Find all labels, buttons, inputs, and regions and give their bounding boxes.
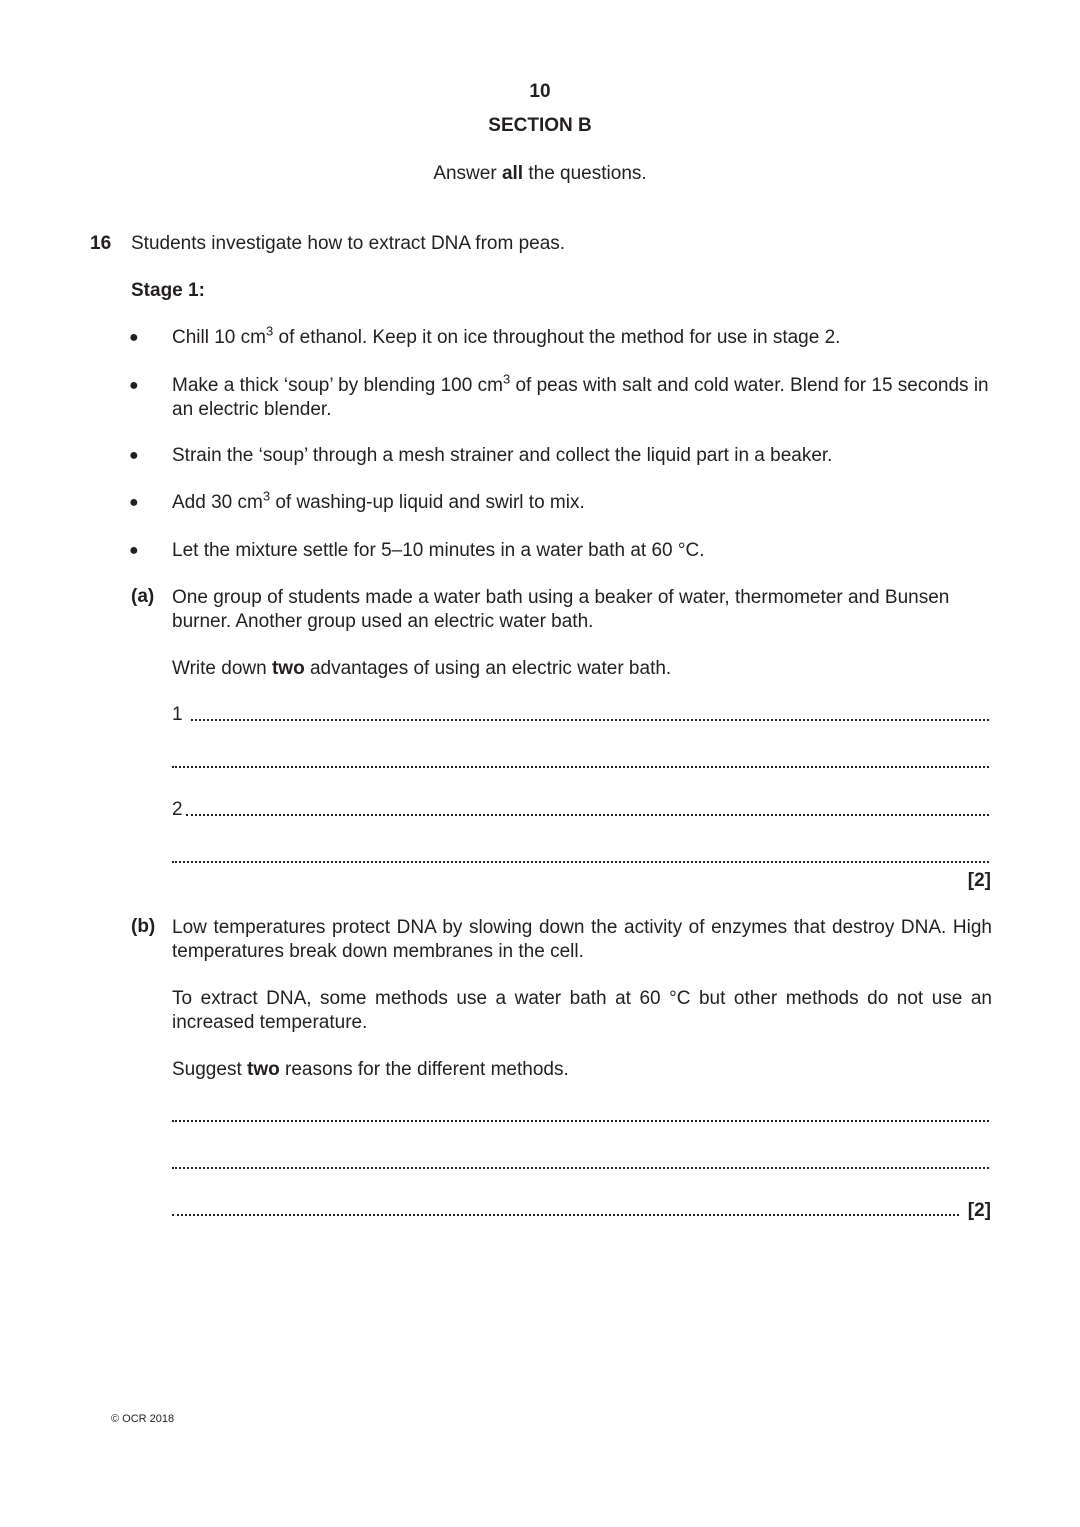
bullet-icon: ● bbox=[129, 377, 139, 394]
part-b-label: (b) bbox=[131, 916, 156, 937]
part-a-label: (a) bbox=[131, 586, 155, 607]
step-text: Strain the ‘soup’ through a mesh strainer and collect the liquid part in a beaker. bbox=[172, 445, 833, 466]
method-step bbox=[172, 371, 992, 422]
prompt-bold: two bbox=[247, 1059, 280, 1080]
stage-label: Stage 1: bbox=[131, 280, 205, 301]
prompt-bold: two bbox=[271, 658, 305, 679]
method-step bbox=[172, 539, 992, 563]
step-text: of ethanol. Keep it on ice throughout the method for use in stage 2. bbox=[273, 327, 841, 348]
superscript: 3 bbox=[262, 488, 271, 504]
method-step bbox=[172, 444, 992, 468]
step-text: Make a thick ‘soup’ by blending 100 cm bbox=[172, 375, 503, 396]
superscript: 3 bbox=[502, 371, 511, 387]
prompt-text-end: advantages of using an electric water bath. bbox=[304, 658, 672, 679]
instruction-text: Answer bbox=[433, 163, 502, 184]
prompt-text: Write down bbox=[172, 658, 272, 679]
bullet-icon: ● bbox=[129, 329, 139, 346]
part-a-text: One group of students made a water bath using a beaker of water, thermometer and Bunsen burner. Another group used an electric water bath. bbox=[172, 587, 950, 632]
bullet-icon: ● bbox=[129, 494, 139, 511]
bullet-icon: ● bbox=[129, 447, 139, 464]
answer-line-b2[interactable] bbox=[172, 1167, 989, 1169]
copyright-footer: © OCR 2018 bbox=[111, 1413, 175, 1425]
part-b-text-2: To extract DNA, some methods use a water bath at 60 °C but other methods do not use an increased temperature. bbox=[172, 988, 992, 1033]
step-text: Chill 10 cm bbox=[172, 327, 266, 348]
prompt-text-end: reasons for the different methods. bbox=[279, 1059, 569, 1080]
instruction-text-end: the questions. bbox=[523, 163, 647, 184]
question-number: 16 bbox=[90, 233, 112, 254]
answer-number-2: 2 bbox=[172, 799, 183, 820]
method-step bbox=[172, 488, 992, 515]
prompt-text: Suggest bbox=[172, 1059, 247, 1080]
superscript: 3 bbox=[265, 323, 274, 339]
answer-line-a3[interactable] bbox=[186, 814, 989, 816]
method-step bbox=[172, 323, 992, 350]
part-b-marks: [2] bbox=[967, 1200, 991, 1221]
answer-line-a4[interactable] bbox=[172, 861, 989, 863]
step-text: Let the mixture settle for 5–10 minutes in a water bath at 60 °C. bbox=[172, 540, 705, 561]
step-text: of washing-up liquid and swirl to mix. bbox=[270, 492, 585, 513]
part-a-prompt bbox=[172, 657, 992, 681]
step-text: Add 30 cm bbox=[172, 492, 263, 513]
step-text: of peas with salt and cold water. Blend for 15 seconds in an electric blender. bbox=[172, 375, 989, 420]
section-title: SECTION B bbox=[488, 115, 592, 136]
answer-line-a2[interactable] bbox=[172, 766, 989, 768]
part-a-marks: [2] bbox=[967, 870, 991, 891]
part-b-text-1: Low temperatures protect DNA by slowing down the activity of enzymes that destroy DNA. High temperatures break down membranes in the cell. bbox=[172, 917, 992, 962]
answer-line-b3[interactable] bbox=[172, 1214, 959, 1216]
question-stem: Students investigate how to extract DNA from peas. bbox=[131, 233, 566, 254]
answer-line-a1[interactable] bbox=[191, 719, 989, 721]
page-number: 10 bbox=[529, 81, 551, 102]
instruction-bold: all bbox=[501, 163, 524, 184]
bullet-icon: ● bbox=[129, 542, 139, 559]
answer-line-b1[interactable] bbox=[172, 1120, 989, 1122]
part-b-prompt bbox=[172, 1058, 992, 1082]
answer-number-1: 1 bbox=[172, 704, 183, 725]
section-instruction bbox=[0, 163, 1080, 185]
